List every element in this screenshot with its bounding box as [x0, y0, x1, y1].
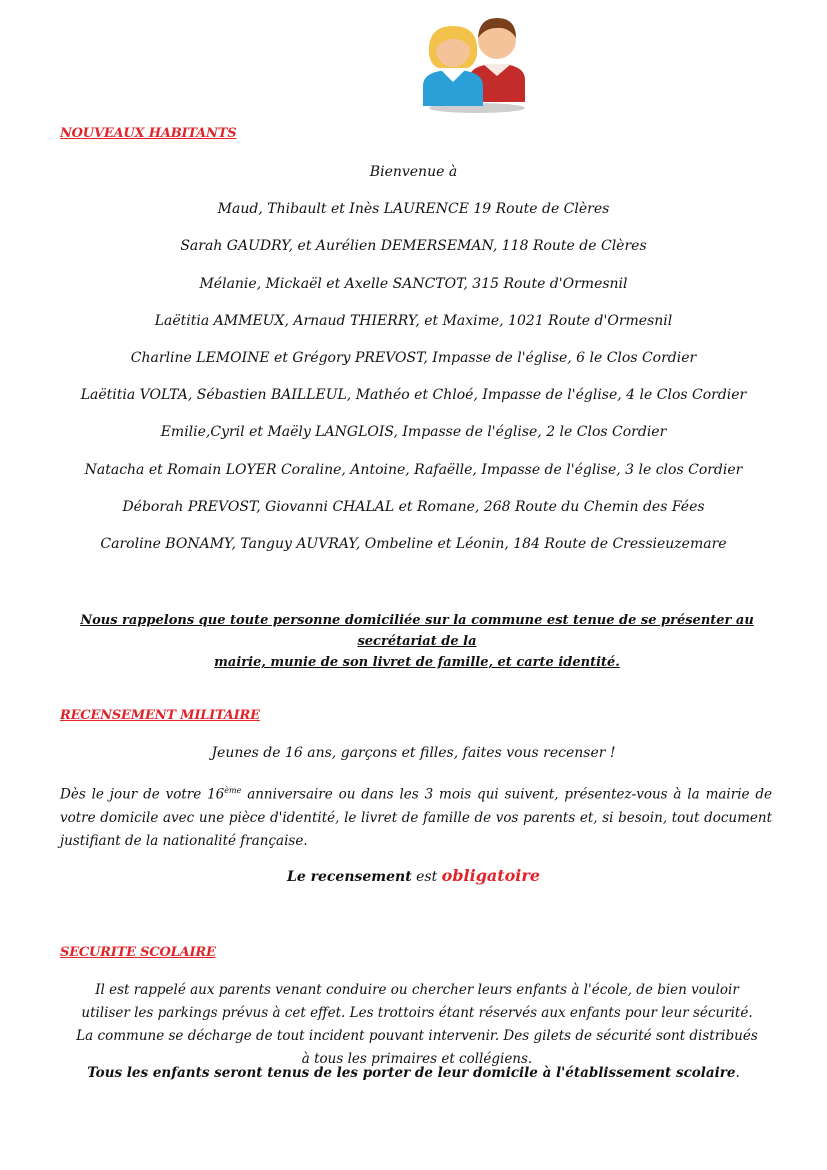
family-line: Emilie,Cyril et Maëly LANGLOIS, Impasse de l'église, 2 le Clos Cordier — [160, 424, 667, 440]
census-text-end: anniversaire ou dans les 3 mois qui suivent, présentez-vous à la mairie de votre domicile avec une pièce d'identité, le livret de famille de vos parents et, si besoin, tout document justifiant de la nationalité française. — [60, 786, 772, 849]
census-mandatory-mid: est — [411, 869, 442, 885]
family-line: Natacha et Romain LOYER Coraline, Antoine, Rafaëlle, Impasse de l'église, 3 le clos Cordier — [84, 462, 743, 478]
welcome-text: Bienvenue à — [369, 164, 458, 180]
family-line: Déborah PREVOST, Giovanni CHALAL et Romane, 268 Route du Chemin des Fées — [122, 499, 705, 515]
family-line: Maud, Thibault et Inès LAURENCE 19 Route de Clères — [217, 201, 610, 217]
family-line: Laëtitia VOLTA, Sébastien BAILLEUL, Mathéo et Chloé, Impasse de l'église, 4 le Clos Cordier — [80, 387, 747, 403]
section-title-new-residents: NOUVEAUX HABITANTS — [60, 126, 237, 141]
section-title-school-safety: SECURITE SCOLAIRE — [60, 945, 216, 960]
registration-notice — [72, 610, 762, 673]
section-title-military-census: RECENSEMENT MILITAIRE — [60, 708, 260, 723]
school-safety-closing-text: Tous les enfants seront tenus de les porter de leur domicile à l'établissement scolaire — [87, 1065, 736, 1081]
family-line: Charline LEMOINE et Grégory PREVOST, Impasse de l'église, 6 le Clos Cordier — [130, 350, 697, 366]
registration-notice-line1: Nous rappelons que toute personne domiciliée sur la commune est tenue de se présenter au secrétariat de la — [80, 613, 754, 649]
family-line: Caroline BONAMY, Tanguy AUVRAY, Ombeline et Léonin, 184 Route de Cressieuzemare — [100, 536, 727, 552]
census-mandatory-label: Le recensement — [286, 869, 412, 885]
census-superscript: ème — [224, 786, 242, 795]
school-safety-closing-period: . — [735, 1065, 740, 1081]
school-safety-paragraph: Il est rappelé aux parents venant conduire ou chercher leurs enfants à l'école, de bien vouloir utiliser les parkings prévus à cet effet. Les trottoirs étant réservés aux enfants pour leur sécurité. La commune se décharge de tout incident pouvant intervenir. Des gilets de sécurité sont distribués à tous les primaires et collégiens. — [76, 982, 758, 1067]
census-mandatory-emphasis: obligatoire — [441, 866, 540, 885]
family-line: Mélanie, Mickaël et Axelle SANCTOT, 315 Route d'Ormesnil — [199, 276, 628, 292]
census-paragraph — [60, 779, 772, 853]
census-text-start: Dès le jour de votre 16 — [60, 786, 225, 803]
people-couple-icon — [417, 10, 529, 114]
census-mandatory — [0, 866, 827, 885]
family-line: Sarah GAUDRY, et Aurélien DEMERSEMAN, 118 Route de Clères — [180, 238, 647, 254]
family-line: Laëtitia AMMEUX, Arnaud THIERRY, et Maxime, 1021 Route d'Ormesnil — [154, 313, 673, 329]
school-safety-closing — [0, 1065, 827, 1081]
registration-notice-line2: mairie, munie de son livret de famille, et carte identité. — [214, 655, 620, 670]
census-intro: Jeunes de 16 ans, garçons et filles, faites vous recenser ! — [211, 745, 616, 761]
